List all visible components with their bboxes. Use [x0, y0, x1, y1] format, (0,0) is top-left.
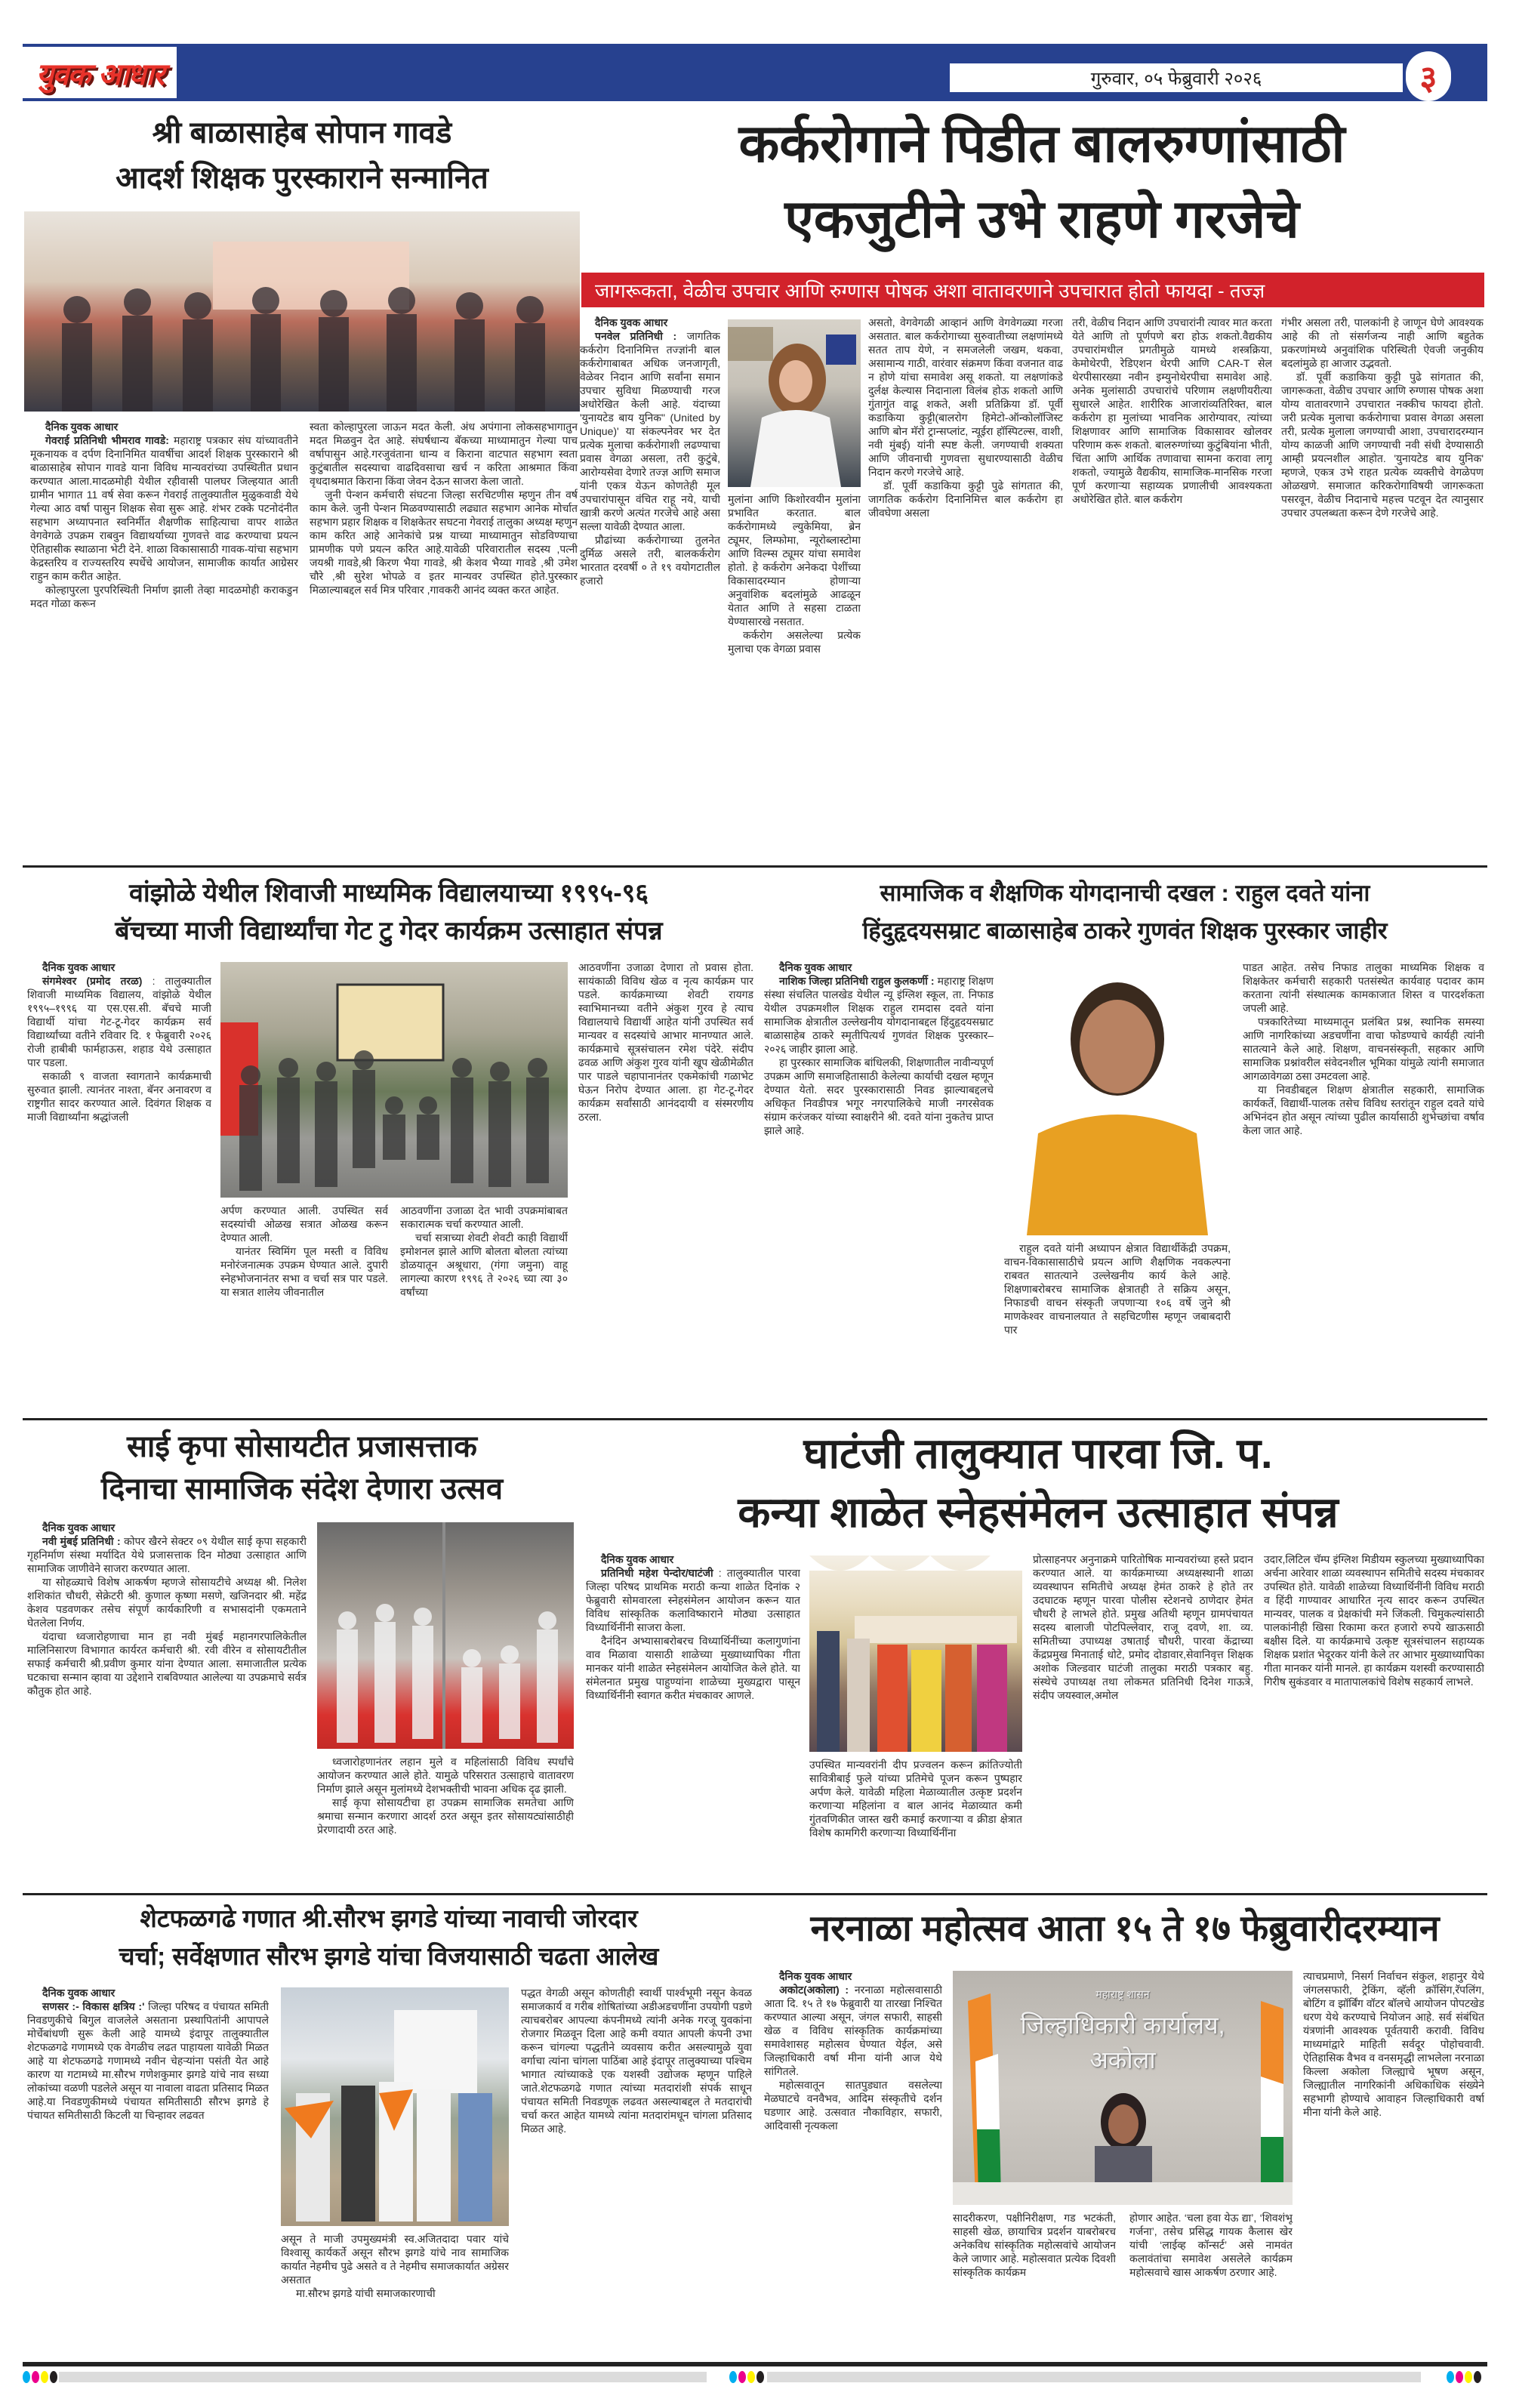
byline: नवी मुंबई प्रतिनिधी : [42, 1535, 121, 1547]
article-text: जिल्हा परिषद व पंचायत समिती निवडणुकीचे बिगुल वाजलेले असताना प्रस्थापितांनी आपापले मोर्चेबांधणी सुरू केली आहे यामध्ये इंदापूर तालुक्यातील शेटफळगढे गणामध्ये एक वेगळीच लढत पाहायला यावेळी मिळत आहे या शेटफळगढे गणामध्ये नवीन चेहऱ्यांना पसंती येत आहे कारण या गटामध्ये मा.सौरभ गणेशकुमार झगडे यांचे नाव सध्या लोकांच्या वळणी पडलेले असून या नावाला वाढता प्रतिसाद मिळत आहे.या निवडणुकीमध्ये पंचायत समितीसाठी सौरभ झगडे हे पंचायत समितीसाठी किटली या चिन्हावर लढवत [27, 2000, 269, 2121]
registration-bar [59, 2372, 707, 2382]
article-text: जागतिक कर्करोग दिनानिमित्त तज्ज्ञांनी बाल कर्करोगाबाबत अधिक जनजागृती, वेळेवर निदान आणि सर्वांना समान उपचार सुविधा मिळण्याची गरज अधोरेखित केली आहे. यंदाच्या 'युनायटेड बाय युनिक" (United by Unique)' या संकल्पनेवर भर देत प्रत्येक मुलाचा कर्करोगाशी लढण्याचा प्रवास वेगळा असला, तरी कुटुंबे, आरोग्यसेवा देणारे तज्ज्ञ आणि समाज यांनी एकत्र येऊन कोणतेही मूल उपचारांपासून वंचित राहू नये, याची खात्री करणे अत्यंत गरजेचे आहे असा सल्ला यावेळी देण्यात आला. [580, 330, 720, 532]
article-text: त्याचप्रमाणे, निसर्ग निर्वाचन संकुल, शहानुर येथे जंगलसफारी, ट्रेकिंग, व्हॅली क्रॉसिंग,रॅपलिंग, बोटिंग व झॉर्बिंग वॉटर बॉलचे आयोजन पोपटखेड धरण येथे करण्याचे नियोजन आहे. सर्व संबंधित यंत्रणांनी आवश्यक पूर्वतयारी करावी. विविध माध्यमांद्वारे माहिती सर्वदूर पोहोचवावी. ऐतिहासिक वैभव व वनसमृद्धी लाभलेला नरनाळा किल्ला अकोला जिल्ह्याचे भूषण असून, जिल्ह्यातील नागरिकांनी अधिकाधिक संख्येने सहभागी होण्याचे आवाहन जिल्हाधिकारी वर्षा मीना यांनी केले आहे. [1303, 1970, 1484, 2118]
headline-line: एकजुटीने उभे राहणे गरजेचे [784, 190, 1299, 248]
article-ghatanji-col-1 [586, 1552, 800, 1886]
headline-line: बॅचच्या माजी विद्यार्थ्यांचा गेट टु गेदर कार्यक्रम उत्साहात संपन्न [115, 917, 663, 945]
cyan-dot [23, 2371, 30, 2383]
article-zagde-col-1 [27, 1986, 269, 2353]
article-gavde-col-1 [30, 420, 298, 858]
article-text: सकाळी ९ वाजता स्वागताने कार्यक्रमाची सुरुवात झाली. त्यानंतर नाश्ता, बॅनर अनावरण व राष्ट्रगीत सादर करण्यात आले. दिवंगत शिक्षक व माजी विद्यार्थ्यांना श्रद्धांजली [27, 1070, 211, 1123]
source-label: दैनिक युवक आधार [601, 1553, 674, 1565]
page-number: ३ [1406, 51, 1451, 101]
photo-figure [1019, 964, 1216, 1235]
issue-date [950, 63, 1403, 92]
source-label: दैनिक युवक आधार [595, 316, 668, 328]
cyan-dot [729, 2371, 737, 2383]
yellow-dot [1465, 2371, 1472, 2383]
source-label: दैनिक युवक आधार [42, 1987, 116, 1999]
article-narnala-col-2 [953, 2211, 1116, 2353]
article-text: अर्पण करण्यात आली. उपस्थित सर्व सदस्यांची ओळख सत्रात ओळख करून देण्यात आली. [220, 1204, 388, 1244]
source-label: दैनिक युवक आधार [779, 1970, 852, 1982]
article-gavde-headline [23, 110, 581, 204]
article-text: कोल्हापुरला पुरपरिस्थिती निर्माण झाली तेव्हा मादळमोही कराकडुन मदत गोळा करून [30, 584, 298, 609]
headline-line: साई कृपा सोसायटीत प्रजासत्ताक [126, 1430, 478, 1463]
section-divider [23, 865, 1487, 868]
school-gathering-photo [809, 1555, 1022, 1752]
article-text: ध्वजारोहणानंतर लहान मुले व महिलांसाठी विविध स्पर्धांचे आयोजन करण्यात आले होते. यामुळे परिसरात उत्साहाचे वातावरण निर्माण झाले असून मुलांमध्ये देशभक्तीची भावना अधिक दृढ झाली. [317, 1756, 574, 1795]
article-text: : तालुक्यातील शिवाजी माध्यमिक विद्यालय, वांझोळे येथील १९९५–१९९६ या एस.एस.सी. बॅचचे माजी विद्यार्थी यांचा गेट-टू-गेदर कार्यक्रम सर्व विद्यार्थ्यांच्या वतीने रविवार दि. १ फेब्रुवारी २०२६ रोजी हाबीबी फार्महाऊस, शहाड येथे उत्साहात पार पडला. [27, 975, 211, 1068]
yellow-dot [747, 2371, 755, 2383]
rahul-dawate-portrait [1019, 964, 1216, 1235]
article-saikrupa-headline [23, 1426, 581, 1513]
registration-bar [767, 2372, 1421, 2382]
article-text: जुनी पेन्शन कर्मचारी संघटना जिल्हा सरचिटणीस म्हणुन तीन वर्ष काम केले. जुनी पेन्शन मिळवण्यासाठी लढ्यात सहभाग आनेक मोर्चात सहभाग प्रहार शिक्षक व शिक्षकेतर सघटना गेवराई तालुका अध्यक्ष म्हणुन काम करित आहे आनेकांचे प्रश्न याच्या माध्यामातुन सोडविण्याचा प्रामणीक पणे प्रयत्न करित आहे.यावेळी परिवारातील सदस्य ,पत्नी जयश्री गावडे,श्री किरण भैया गावडे, श्री केशव भैय्या गावडे ,श्री उमेश चौरे ,श्री सुरेश भोपळे व इतर मान्यवर उपस्थित होते.पुरस्कार मिळाल्याबद्दल सर्व मित्र परिवार ,गावकरी आनंद व्यक्त करत आहेत. [310, 489, 578, 596]
article-zagde-col-2 [281, 2232, 509, 2353]
article-ghatanji-col-2 [809, 1758, 1022, 1886]
article-text: सादरीकरण, पक्षीनिरीक्षण, गड भटकंती, साहसी खेळ, छायाचित्र प्रदर्शन याबरोबरच अनेकविध सांस्कृतिक महोत्सवांचे आयोजन केले जाणार आहे. महोत्सवात प्रत्येक दिवशी सांस्कृतिक कार्यक्रम [953, 2212, 1116, 2278]
article-dawate-col-1 [764, 960, 994, 1409]
campaign-walk-photo [281, 1987, 509, 2226]
article-text: राहुल दवते यांनी अध्यापन क्षेत्रात विद्यार्थीकेंद्री उपक्रम, वाचन-विकासासाठीचे प्रयत्न आणि शैक्षणिक नवकल्पना राबवत सातत्याने उल्लेखनीय कार्य केले आहे. शिक्षणाबरोबरच सामाजिक क्षेत्रातही ते सक्रिय असून, निफाडची वाचन संस्कृती जपणाऱ्या १०६ वर्षे जुने श्री माणकेश्वर वाचनालयात ते सहचिटणीस म्हणून जबाबदारी पार [1004, 1242, 1231, 1336]
article-text: दैनंदिन अभ्यासाबरोबरच विध्यार्थिनींच्या कलागुणांना वाव मिळावा यासाठी शाळेच्या मुख्याध्यापिका गीता मानकर यांनी शाळेत स्नेहसंमेलन आयोजित केले होते. या संमेलनात प्रमुख पाहुण्यांना शाळेच्या मुख्यद्वारा पासून विध्यार्थिनींनी स्वागत करीत मंचकावर आणले. [586, 1635, 800, 1701]
article-narnala-col-1 [764, 1969, 942, 2353]
magenta-dot [32, 2371, 39, 2383]
article-text: आठवणींना उजाळा देणारा तो प्रवास होता. सायंकाळी विविध खेळ व नृत्य कार्यक्रम पार पडले. कार्यक्रमाच्या शेवटी रायगड स्वाभिमानच्या वतीने अंकुश गुरव हे त्याच विद्यालयाचे विद्यार्थी आहेत यांनी उपस्थित सर्व मान्यवर व सदस्यांचे आभार मानण्यात आले. कार्यक्रमाचे सूत्रसंचालन रमेश पंदेरे. संदीप ढवळ आणि अंकुश गुरव यांनी खूप खेळीमेळीत पार पाडले चहापानानंतर एकमेकांची गळाभेट घेऊन निरोप देण्यात आला. हा गेट-टू-गेदर कार्यक्रम सर्वांसाठी आनंददायी व संस्मरणीय ठरला. [578, 961, 753, 1123]
article-dawate-col-2 [1004, 1241, 1231, 1409]
article-wanjhole-col-2 [220, 1204, 388, 1409]
article-text: डॉ. पूर्वी कडाकिया कुट्टी पुढे सांगतात की, जागतिक कर्करोग दिनानिमित्त बाल कर्करोग हा जीवघेणा असला [868, 479, 1063, 519]
collector-office-meeting-photo [953, 1971, 1293, 2205]
section-divider [23, 1893, 1487, 1895]
article-saikrupa-col-2 [317, 1755, 574, 1886]
article-cancer-col-2 [728, 492, 861, 858]
magenta-dot [1456, 2371, 1463, 2383]
article-text: महोत्सवातून सातपुड्यात वसलेल्या मेळघाटचे वनवैभव, आदिम संस्कृतीचे दर्शन घडणार आहे. उत्सवात नौकाविहार, सफारी, आदिवासी नृत्यकला [764, 2079, 942, 2132]
article-text: स्वता कोल्हापुरला जाऊन मदत केली. अंध अपंगाना लोकसहभागातुन मदत मिळवुन देत आहे. संघर्षधान्य बॅकच्या माध्यामातुन गेल्या पाच वर्षापासुन आहे.गरजुवंताना धान्य व किराना वाटपात सहभाग स्वता कुटुंबातील सदस्याचा वाढदिवसाचा खर्च न करिता आश्रमात किंवा वृधदाश्रमात किराना किंवा जेवन देऊन साजरा केला जातो. [310, 421, 578, 487]
photo-figures [953, 1971, 1293, 2205]
article-text: कोपर खैरने सेक्टर ०९ येथील साई कृपा सहकारी गृहनिर्माण संस्था मर्यादित येथे प्रजासत्ताक दिन मोठ्या उत्साहात आणि सामाजिक जाणीवेने साजरा करण्यात आला. [27, 1535, 307, 1574]
byline: पनवेल प्रतिनिधी : [595, 330, 677, 342]
date-text: गुरुवार, ०५ फेब्रुवारी २०२६ [1090, 68, 1262, 89]
newspaper-logo [23, 47, 177, 98]
headline-line: श्री बाळासाहेब सोपान गावडे [152, 116, 452, 150]
article-text: साई कृपा सोसायटीचा हा उपक्रम सामाजिक समतेचा आणि श्रमाचा सन्मान करणारा आदर्श ठरत असून इतर सोसायट्यांसाठीही प्रेरणादायी ठरत आहे. [317, 1796, 574, 1836]
doctor-portrait-photo [728, 319, 861, 487]
headline-line: हिंदुहृदयसम्राट बाळासाहेब ठाकरे गुणवंत शिक्षक पुरस्कार जाहीर [862, 917, 1388, 944]
article-text: डॉ. पूर्वी कडाकिया कुट्टी पुढे सांगतात की, जागरूकता, वेळीच उपचार आणि रुग्णास पोषक अशा योग्य वातावरणाने उपचारात नक्कीच फायदा होतो. जरी प्रत्येक मुलाचा कर्करोगाचा प्रवास वेगळा असला तरी, प्रत्येक मुलाला जगण्याची आशा, उपचारादरम्यान योग्य काळजी आणि जगण्याची नवी संधी देण्यासाठी आम्ही प्रयत्नशील आहोत. 'युनायटेड बाय युनिक' म्हणजे, एकत्र उभे राहत प्रत्येक व्यक्तीचे वेगळेपण ओळखणे. समाजात करिकरोगाविषयी जागरूकता पसरवून, वेळीच निदानाचे महत्त्व पटवून देत त्यानुसार उपचार उपलब्धता करून देणे गरजेचे आहे. [1281, 371, 1484, 519]
photo-figures [809, 1555, 1022, 1752]
source-label: दैनिक युवक आधार [45, 421, 119, 433]
article-text: महाराष्ट्र शिक्षण संस्था संचलित पालखेड येथील न्यू इंग्लिश स्कूल, ता. निफाड येथील उपक्रमशील शिक्षक राहुल रामदास दवते यांना सामाजिक क्षेत्रातील उल्लेखनीय योगदानाबद्दल हिंदुहृदयसम्राट बाळासाहेब ठाकरे स्मृतीपित्यर्थ गुणवंत शिक्षक पुरस्कार–२०२६ जाहीर झाला आहे. [764, 975, 994, 1055]
article-text: प्रोत्साहनपर अनुनाक्रमे पारितोषिक मान्यवरांच्या हस्ते प्रदान करण्यात आले. या कार्यक्रमाच्या अध्यक्षस्थानी शाळा व्यवस्थापन समितीचे अध्यक्ष हेमंत ठाकरे हे होते तर उदघाटक म्हणून पारवा पोलीस स्टेशनचे ठाणेदार हेमंत चौधरी हे लाभले होते. प्रमुख अतिथी म्हणून ग्रामपंचायत सदस्य बालाजी पोटपिल्लेवार, राजू दवणे, शा. व्य. समितीच्या उपाध्यक्ष उषाताई चौधरी, पारवा केंद्राच्या केंद्रप्रमुख मिनाताई धोटे, प्रमोद दोडावार,सेवानिवृत्त शिक्षक अशोक जिल्डवार घाटंजी तालुका मराठी पत्रकार बहु. संस्थेचे उपाध्यक्ष तथा लोकमत प्रतिनिधी दिनेश गाऊत्रे, संदीप जयस्वाल,अमोल [1033, 1553, 1253, 1701]
black-dot [756, 2371, 764, 2383]
article-narnala-col-4 [1303, 1969, 1484, 2353]
byline: संगमेश्वर (प्रमोद तरळ) [42, 975, 143, 987]
photo-figure [728, 319, 861, 487]
subheadline-text: जागरूकता, वेळीच उपचार आणि रुग्णास पोषक अशा वातावरणाने उपचारात होतो फायदा - तज्ज्ञ [595, 279, 1265, 302]
photo-figures [24, 211, 580, 412]
article-text: पाडत आहेत. तसेच निफाड तालुका माध्यमिक शिक्षक व शिक्षकेतर कर्मचारी सहकारी पतसंस्थेत कार्यवाह पदावर काम करताना त्यांनी संस्थात्मक कामकाजात शिस्त व पारदर्शकता जपली आहे. [1243, 961, 1484, 1014]
headline-line: शेटफळगढे गणात श्री.सौरभ झगडे यांच्या नावाची जोरदार [140, 1904, 638, 1932]
headline-line: घाटंजी तालुक्यात पारवा जि. प. [803, 1429, 1273, 1477]
source-label: दैनिक युवक आधार [42, 1522, 116, 1534]
article-text: चर्चा सत्राच्या शेवटी शेवटी काही विद्यार्थी इमोशनल झाले आणि बोलता बोलता त्यांच्या डोळयातून अश्रूधारा, (गंगा जमुना) वाहू लागल्या कारण १९९६ ते २०२६ च्या त्या ३० वर्षांच्या [400, 1232, 568, 1298]
article-saikrupa-col-1 [27, 1521, 307, 1886]
section-divider [23, 1418, 1487, 1420]
article-narnala-col-3 [1129, 2211, 1293, 2353]
photo-figures [317, 1522, 574, 1749]
article-text: उपस्थित मान्यवरांनी दीप प्रज्वलन करून क्रांतिज्योती सावित्रीबाई फुले यांच्या प्रतिमेचे पूजन करून पुष्पहार अर्पण केले. यावेळी महिला मेळाव्यातील उत्कृष्ट प्रदर्शन करणाऱ्या महिलांना व बाल आनंद मेळाव्यात कमी गुंतवणिकीत जास्त खरी कमाई करणाऱ्या व क्रीडा क्षेत्रात विशेष कामगिरी करणाऱ्या विध्यार्थिनींना [809, 1759, 1022, 1839]
article-text: आठवणींना उजाळा देत भावी उपक्रमांबाबत सकारात्मक चर्चा करण्यात आली. [400, 1204, 568, 1230]
article-wanjhole-col-3 [400, 1204, 568, 1409]
registration-marks-center [729, 2371, 766, 2383]
black-dot [50, 2371, 57, 2383]
article-text: या सोहळ्याचे विशेष आकर्षण म्हणजे सोसायटीचे अध्यक्ष श्री. निलेश शशिकांत चौधरी, सेक्रेटरी श्री. कुणाल कृष्णा मसणे, खजिनदार श्री. महेंद्र केशव पडवणकर तसेच संपूर्ण कार्यकारिणी व सभासदांनी एकमताने घेतलेला निर्णय. [27, 1576, 307, 1629]
yellow-dot [41, 2371, 48, 2383]
article-text: महाराष्ट्र पत्रकार संघ यांच्यावतीने मूकनायक व दर्पण दिनानिमित यावर्षीचा आदर्श शिक्षक पुरस्काराने श्री बाळासाहेब सोपान गावडे याना विविध मान्यवरांच्या उपस्थितीत प्रधान करण्यात आला.मादळमोही येथील रहीवासी पालघर जिल्हयात आती ग्रामीन भागात 11 वर्ष सेवा करून गेवराई तालुक्यातील मुळुकवाडी येथे गेल्या आठ वर्षा पासुन शिक्षक सेवा सुरू आहे. शंभर टक्के पटनोदंनीत सहभाग अध्यापनात स्वनिर्मीत शैक्षणीक साहित्याचा वापर शाळेत वेगवेगळे उपक्रम राबवुन विद्याथर्याच्या गुणवत्ते वाढ करण्याचा प्रयत्न ऐतिहासीक स्थाळाना भेटी देने. शाळा विकासासाठी गावक-यांचा सहभाग केद्रस्तरिय व राज्यस्तरिय स्पर्धेचे आयोजन, सामाजीक कार्यात आग्रेसर राहुन काम करीत आहेत. [30, 434, 298, 582]
source-label: दैनिक युवक आधार [779, 961, 852, 973]
article-text: पत्रकारितेच्या माध्यमातून प्रलंबित प्रश्न, स्थानिक समस्या आणि नागरिकांच्या अडचणींना वाचा फोडण्याचे कार्यही त्यांनी सातत्याने केले आहे. शिक्षण, वाचनसंस्कृती, सहकार आणि सामाजिक प्रश्नांवरील संवेदनशील भूमिका यांमुळे त्यांनी समाजात आगळावेगळा ठसा उमटवला आहे. [1243, 1016, 1484, 1082]
article-zagde-col-3 [521, 1986, 752, 2353]
article-cancer-col-3 [868, 316, 1063, 858]
article-cancer-col-5 [1281, 316, 1484, 858]
article-ghatanji-col-3 [1033, 1552, 1253, 1886]
article-text: गंभीर असला तरी, पालकांनी हे जाणून घेणे आवश्यक आहे की तो संसर्गजन्य नाही आणि बहुतेक प्रकरणांमध्ये अनुवांशिक परिस्थिती ऐवजी जनुकीय बदलांमुळे हा आजार उद्भवतो. [1281, 316, 1484, 369]
article-text: उदार,लिटिल चॅम्प इंग्लिश मिडीयम स्कुलच्या मुख्याध्यापिका अर्चना आरेवार शाळा व्यवस्थापन समितीचे सदस्य मंचकावर उपस्थित होते. यावेळी शाळेच्या विध्यार्थिनींनी विविध मराठी व हिंदी गाण्यावर आधारित नृत्य सादर करून उपस्थित मान्यवर, पालक व प्रेक्षकांची मने जिंकली. चिमुकल्यांसाठी पालकांनीही खिसा रिकामा करत हजारो रुपये खाऊसाठी बक्षीस दिले. या कार्यक्रमाचे उत्कृष्ट सूत्रसंचालन सहाय्यक शिक्षक प्रशांत भेदूरकर यांनी केले तर आभार मुख्याध्यापिका गीता मानकर यांनी मानले. हा कार्यक्रम यशस्वी करण्यासाठी गिरीष सुकंडवार व मातापालकांचे विशेष सहकार्य लाभले. [1264, 1553, 1484, 1688]
byline: अकोट(अकोला) : [779, 1984, 849, 1996]
headline-line: वांझोळे येथील शिवाजी माध्यमिक विद्यालयाच्या १९९५-९६ [128, 879, 649, 908]
article-wanjhole-headline [23, 874, 755, 953]
photo-sign-emblem: महाराष्ट्र शासन [1095, 1988, 1150, 2000]
article-text: हा पुरस्कार सामाजिक बांधिलकी, शिक्षणातील नावीन्यपूर्ण उपक्रम आणि समाजहितासाठी केलेल्या कार्याची दखल म्हणून देण्यात येतो. सदर पुरस्कारासाठी निवड झाल्याबद्दलचे अधिकृत निवडीपत्र भगूर नगरपालिकेचे माजी नगरसेवक संग्राम करंजकर यांच्या स्वाक्षरीने श्री. दवते यांना नुकतेच प्राप्त झाले आहे. [764, 1056, 994, 1136]
photo-figures [281, 1987, 509, 2226]
byline: सणसर :- विकास क्षत्रिय :' [42, 2000, 145, 2012]
article-cancer-subheadline [581, 273, 1484, 307]
article-text: मा.सौरभ झगडे यांची समाजकारणाची [296, 2287, 436, 2299]
article-text: पद्धत वेगळी असून कोणतीही स्वार्थी पार्श्वभूमी नसून केवळ समाजकार्य व गरीब शोषितांच्या अडीअडचणींना उपयोगी पडणे त्याचबरोबर आपल्या कंपनीमध्ये त्यांनी अनेक गरजू युवकांना रोजगार मिळवून दिला आहे कमी वयात आपली कंपनी उभा करून चांगल्या पद्धतीने व्यवसाय करीत असल्यामुळे युवा वर्गाचा त्यांना चांगला पाठिंबा आहे इंदापूर तालुक्याच्या पश्चिम भागात त्यांच्याकडे एक यशस्वी उद्योजक म्हणून पाहिले जाते.शेटफळगढे गणात त्यांच्या मतदारांशी संपर्क साधून पंचायत समिती निवडणूक लढवत असल्याबद्दल ते मतदारांची चर्चा करत आहेत यामध्ये त्यांना मतदारांमधून चांगला प्रतिसाद मिळत आहे. [521, 1987, 752, 2135]
article-ghatanji-col-4 [1264, 1552, 1484, 1886]
article-text: असून ते माजी उपमुख्यमंत्री स्व.अजितदादा पवार यांचे विश्वासू कार्यकर्ते असून सौरभ झगडे यांचे नाव सामाजिक कार्यात नेहमीच पुढे असते व ते नेहमीच समाजकार्यात अग्रेसर असतात [281, 2233, 509, 2286]
article-text: मुलांना आणि किशोरवयीन मुलांना प्रभावित करतात. बाल कर्करोगामध्ये ल्युकेमिया, ब्रेन ट्यूमर, लिम्फोमा, न्यूरोब्लास्टोमा आणि विल्म्स ट्यूमर यांचा समावेश होतो. हे कर्करोग अनेकदा पेशींच्या विकासादरम्यान होणाऱ्या अनुवांशिक बदलांमुळे आढळून येतात आणि ते सहसा टाळता येण्यासारखे नसतात. [728, 493, 861, 627]
photo-sign-city: अकोला [1089, 2046, 1156, 2073]
byline: प्रतिनिधी महेश पेन्दोर/घाटंजी [601, 1567, 713, 1579]
article-wanjhole-col-4 [578, 960, 753, 1409]
article-text: तरी, वेळीच निदान आणि उपचारांनी त्यावर मात करता येते आणि तो पूर्णपणे बरा होऊ शकतो.वैद्यकीय उपचारांमधील प्रगतीमुळे यामध्ये शस्त्रक्रिया, केमोथेरपी, रेडिएशन थेरपी आणि CAR-T सेल थेरपीसारख्या नवीन इम्युनोथेरपीचा समावेश आहे. अनेक मुलांसाठी उपचारांचे परिणाम लक्षणीयरीत्या सुधारले आहेत. शारीरिक आजारांव्यतिरिक्त, बाल कर्करोग हा मुलांच्या भावनिक आरोग्यावर, त्यांच्या शिक्षणावर आणि सामाजिक विकासावर खोलवर परिणाम करू शकतो. बालरुग्णांच्या कुटुंबियांना भीती, चिंता आणि आर्थिक तणावाचा सामना करावा लागू शकतो, ज्यामुळे वैद्यकीय, सामाजिक-मानसिक गरजा पूर्ण करणाऱ्या सहाय्यक प्रणालीची आवश्यकता अधोरेखित होते. बाल कर्करोग [1072, 316, 1272, 505]
article-zagde-headline [23, 1900, 755, 1978]
registration-marks-right [1447, 2371, 1483, 2383]
article-text: : तालुक्यातील पारवा जिल्हा परिषद प्राथमिक मराठी कन्या शाळेत दिनांक २ फेब्रुवारी सोमवारला स्नेहसंमेलन आयोजन करून यात विविध सांस्कृतिक कलाविष्काराने मोठ्या उत्साहात विध्यार्थिनींनी साजरा केला. [586, 1567, 800, 1633]
cyan-dot [1447, 2371, 1454, 2383]
article-text: यानंतर स्विमिंग पूल मस्ती व विविध मनोरंजनात्मक उपक्रम घेण्यात आले. दुपारी स्नेहभोजनानंतर सभा व चर्चा सत्र पार पडले. या सत्रात शालेय जीवनातील [220, 1245, 388, 1298]
article-text: असतो, वेगवेगळी आव्हानं आणि वेगवेगळ्या गरजा असतात. बाल कर्करोगाच्या सुरुवातीच्या लक्षणांमध्ये सतत ताप येणे, न समजलेली जखम, थकवा, असामान्य गाठी, वारंवार संक्रमण किंवा वजनात वाढ न होणे यांचा समावेश असू शकतो. या लक्षणांकडे दुर्लक्ष केल्यास निदानाला विलंब होऊ शकतो आणि गुंतागुंत वाढू शकते, अशी प्रतिक्रिया डॉ. पूर्वी कडाकिया कुट्टी(बालरोग हिमेटो-ऑन्कोलॉजिस्ट आणि बोन मॅरो ट्रान्सप्लांट, न्यूईरा हॉस्पिटल्स, वाशी, नवी मुंबई) यांनी स्पष्ट केली. जगण्याची शक्यता आणि जीवनाची गुणवत्ता सुधारण्यासाठी वेळीच निदान करणे गरजेचे आहे. [868, 316, 1063, 478]
article-cancer-headline [596, 106, 1487, 266]
byline: गेवराई प्रतिनिधी भीमराव गावडे: [45, 434, 169, 446]
registration-marks-left [23, 2371, 59, 2383]
article-narnala-headline [763, 1903, 1487, 1960]
article-text: या निवडीबद्दल शिक्षण क्षेत्रातील सहकारी, सामाजिक कार्यकर्ते, विद्यार्थी-पालक तसेच विविध स्तरांतून राहुल दवते यांचे अभिनंदन होत असून त्यांच्या पुढील कार्यासाठी शुभेच्छांचा वर्षाव केला जात आहे. [1243, 1084, 1484, 1136]
source-label: दैनिक युवक आधार [42, 961, 116, 973]
article-text: प्रौढांच्या कर्करोगाच्या तुलनेत दुर्मिळ असले तरी, बालकर्करोग भारतात दरवर्षी ० ते १९ वयोगटातील हजारो [580, 534, 720, 587]
article-text: यंदाचा ध्वजारोहणाचा मान हा नवी मुंबई महानगरपालिकेतील मालिनिसारण विभागात कार्यरत कर्मचारी श्री. रवी वीरेन व सोसायटीतील सफाई कर्मचारी श्री.प्रवीण कुमार यांना देण्यात आला. समाजातील प्रत्येक घटकाचा सन्मान व्हावा या उद्देशाने राबविण्यात आलेल्या या उपक्रमाचे सर्वत्र कौतुक होत आहे. [27, 1630, 307, 1697]
headline-line: कर्करोगाने पिडीत बालरुग्णांसाठी [738, 114, 1345, 173]
headline-line: चर्चा; सर्वेक्षणात सौरभ झगडे यांचा विजयासाठी चढता आलेख [119, 1942, 659, 1970]
footer-rule [23, 2362, 1487, 2366]
republic-day-group-photo [317, 1522, 574, 1749]
byline: नाशिक जिल्हा प्रतिनिधी राहुल कुलकर्णी : [779, 975, 935, 987]
article-wanjhole-col-1 [27, 960, 211, 1409]
logo-text: युवक आधार [35, 57, 164, 92]
article-cancer-col-1 [580, 316, 720, 858]
award-ceremony-photo [24, 211, 580, 412]
article-ghatanji-headline [589, 1424, 1487, 1545]
magenta-dot [738, 2371, 746, 2383]
headline-line: आदर्श शिक्षक पुरस्काराने सन्मानित [116, 162, 488, 195]
article-cancer-col-4 [1072, 316, 1272, 858]
article-dawate-col-3 [1243, 960, 1484, 1409]
alumni-group-photo [220, 962, 568, 1198]
photo-figures [220, 962, 568, 1198]
headline-line: दिनाचा सामाजिक संदेश देणारा उत्सव [100, 1472, 504, 1506]
article-text: होणार आहेत. ‘चला हवा येऊ द्या’, ‘शिवशंभू गर्जना’, तसेच प्रसिद्ध गायक कैलास खेर यांची ‘लाईव्ह कॉन्सर्ट’ असे नामवंत कलावंतांचा समावेश असलेले कार्यक्रम महोत्सवाचे खास आकर्षण ठरणार आहे. [1129, 2212, 1293, 2278]
headline-line: सामाजिक व शैक्षणिक योगदानाची दखल : राहुल दवते यांना [880, 880, 1370, 906]
photo-sign-office: जिल्हाधिकारी कार्यालय, [1020, 2012, 1225, 2039]
headline-line: नरनाळा महोत्सव आता १५ ते १७ फेब्रुवारीदरम्यान [810, 1909, 1440, 1949]
article-text: कर्करोग असलेल्या प्रत्येक मुलाचा एक वेगळा प्रवास [728, 629, 861, 655]
article-dawate-headline [763, 874, 1487, 953]
headline-line: कन्या शाळेत स्नेहसंमेलन उत्साहात संपन्न [738, 1488, 1339, 1536]
article-text: नरनाळा महोत्सवासाठी आता दि. १५ ते १७ फेब्रुवारी या तारखा निश्चित करण्यात आल्या असून, जंगल सफारी, साहसी खेळ व विविध सांस्कृतिक कार्यक्रमांच्या समावेशासह महोत्सव घेण्यात येईल, असे जिल्हाधिकारी वर्षा मीना यांनी आज येथे सांगितले. [764, 1984, 942, 2077]
black-dot [1474, 2371, 1481, 2383]
article-gavde-col-2 [310, 420, 578, 858]
